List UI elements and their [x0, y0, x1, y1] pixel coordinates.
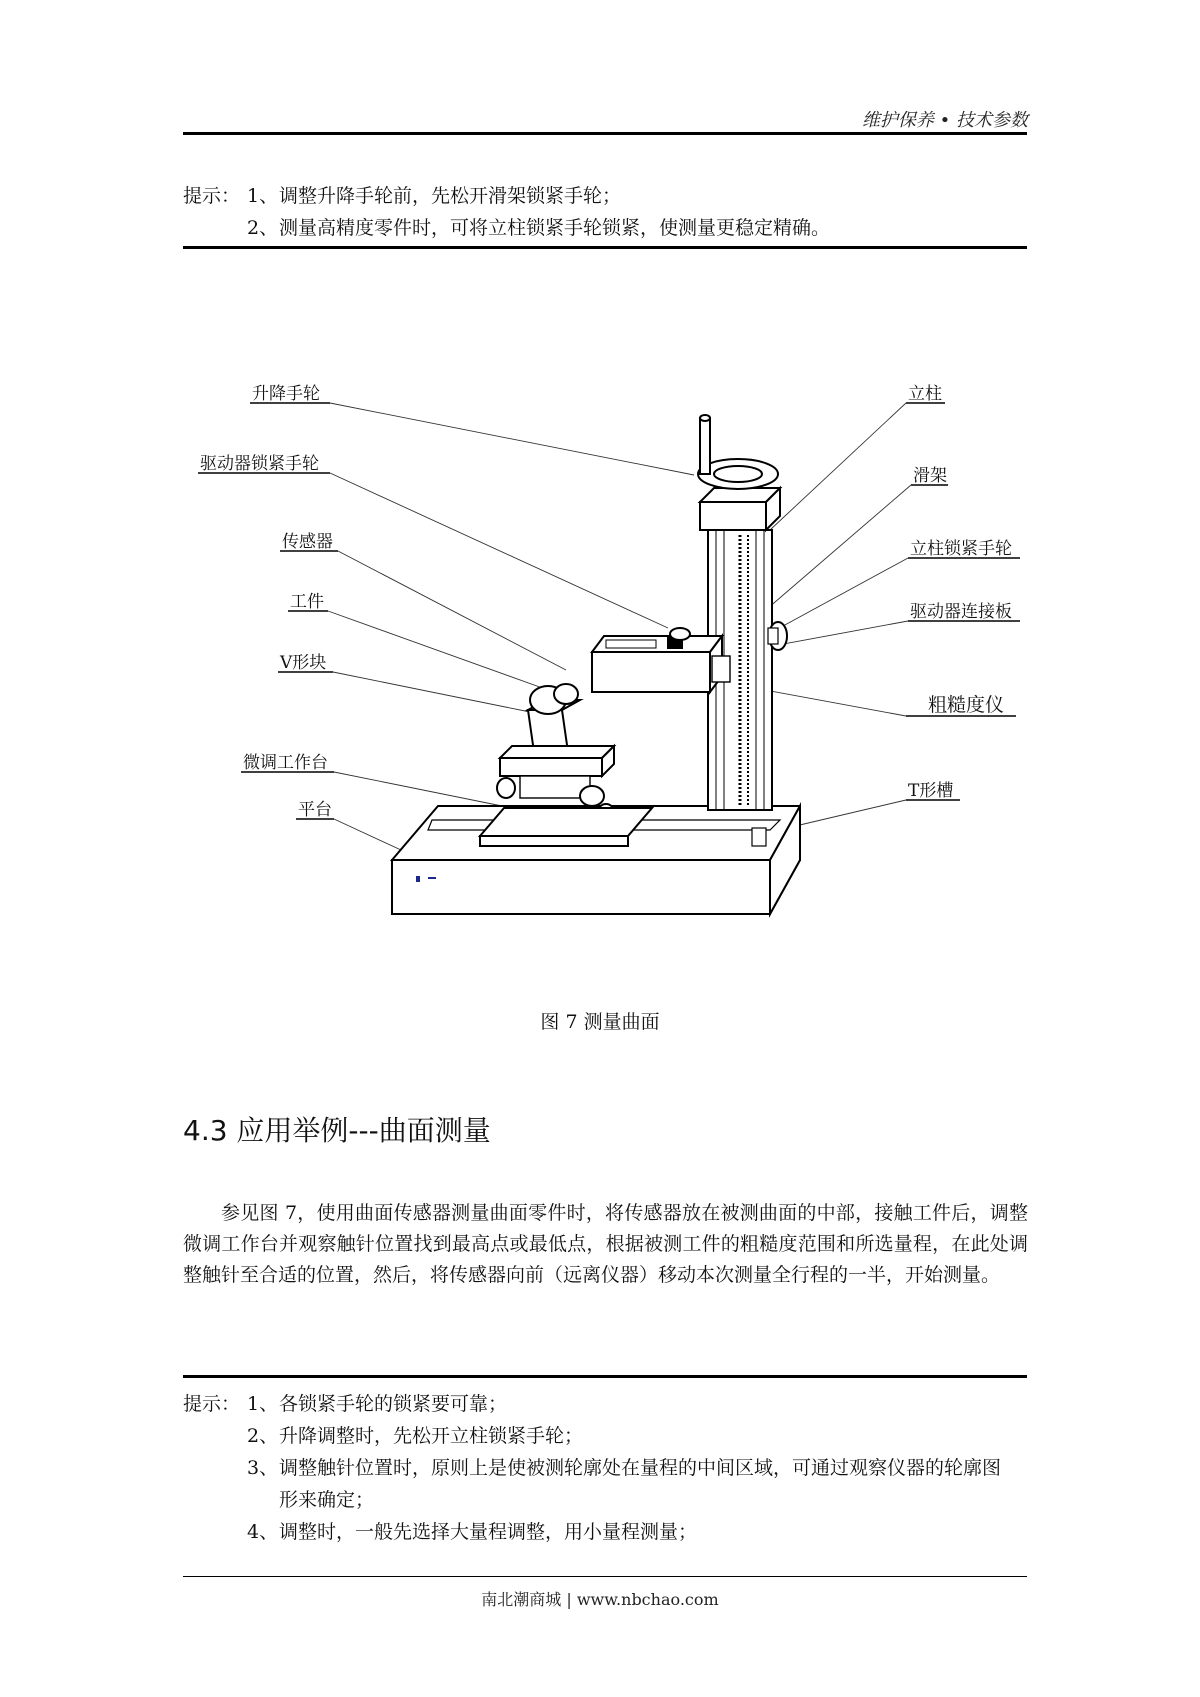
tip-item [183, 1420, 1019, 1452]
label-platform: 平台 [298, 800, 332, 820]
tip-item [183, 1388, 1019, 1420]
tip-item [183, 1452, 1019, 1516]
footer-rule [183, 1576, 1027, 1577]
label-workpiece: 工件 [290, 592, 324, 612]
label-v-block: V形块 [280, 653, 327, 673]
tip-item [183, 1516, 1019, 1548]
label-carriage: 滑架 [913, 466, 947, 486]
label-driver-lock: 驱动器锁紧手轮 [200, 454, 319, 474]
tip-text: 升降调整时，先松开立柱锁紧手轮； [279, 1425, 584, 1447]
label-column-lock: 立柱锁紧手轮 [910, 539, 1012, 559]
tip-text: 调整时，一般先选择大量程调整，用小量程测量； [279, 1521, 698, 1543]
label-fine-table: 微调工作台 [243, 753, 328, 773]
label-handwheel: 升降手轮 [252, 384, 320, 404]
label-column: 立柱 [908, 384, 942, 404]
tip-box-bottom [183, 1388, 1019, 1548]
tip-text: 调整触针位置时，原则上是使被测轮廓处在量程的中间区域，可通过观察仪器的轮廓图形来确定； [279, 1457, 1002, 1511]
label-instrument: 粗糙度仪 [928, 694, 1005, 716]
tip-lead: 提示： [183, 1393, 241, 1415]
tip-number: 1、 [247, 1393, 279, 1415]
figure-caption: 图 7 测量曲面 [540, 1011, 660, 1033]
label-t-slot: T形槽 [908, 781, 954, 801]
section-heading: 4.3 应用举例---曲面测量 [183, 1114, 491, 1147]
tip-number: 2、 [247, 1425, 279, 1447]
page-header-title: 维护保养 • 技术参数 [861, 110, 1028, 131]
tip-text: 调整升降手轮前，先松开滑架锁紧手轮； [279, 185, 622, 207]
tip-lead: 提示： [183, 185, 241, 207]
tip-number: 3、 [247, 1457, 279, 1479]
label-driver-plate: 驱动器连接板 [910, 602, 1012, 622]
tip-number: 1、 [247, 185, 279, 207]
label-sensor: 传感器 [282, 532, 333, 552]
page-footer: 南北潮商城 | www.nbchao.com [481, 1590, 719, 1609]
section-paragraph: 参见图 7，使用曲面传感器测量曲面零件时，将传感器放在被测曲面的中部，接触工件后，调整微调工作台并观察触针位置找到最高点或最低点，根据被测工件的粗糙度范围和所选量程，在此处调整触针至合适的位置，然后，将传感器向前（远离仪器）移动本次测量全行程的一半，开始测量。 [183, 1202, 1028, 1286]
tip-text: 各锁紧手轮的锁紧要可靠； [279, 1393, 508, 1415]
tip-text: 测量高精度零件时，可将立柱锁紧手轮锁紧，使测量更稳定精确。 [279, 217, 831, 239]
tip-number: 2、 [247, 217, 279, 239]
tip-number: 4、 [247, 1521, 279, 1543]
tip-bottom-rule [183, 1375, 1027, 1378]
